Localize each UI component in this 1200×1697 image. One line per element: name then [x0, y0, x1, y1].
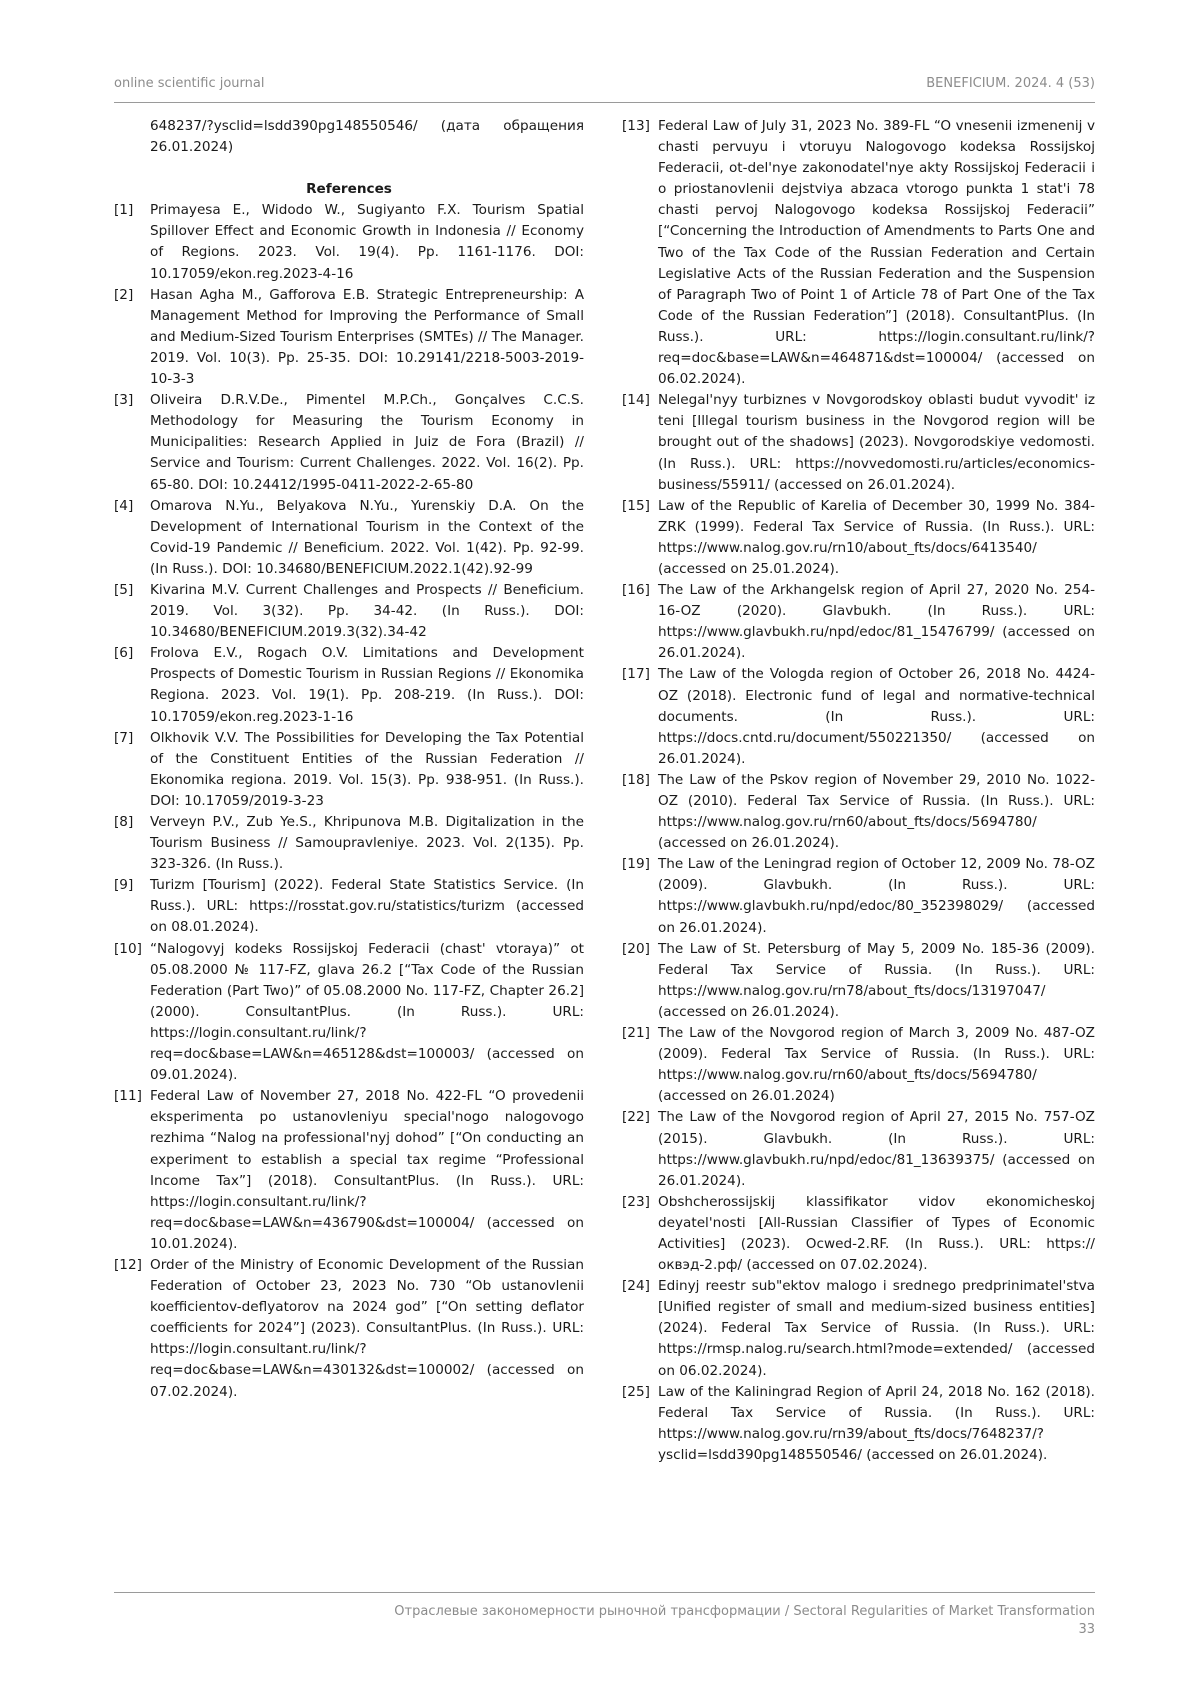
- reference-item: [114, 580, 584, 643]
- reference-item: [114, 1086, 584, 1255]
- reference-item: [622, 1382, 1095, 1466]
- reference-text: Edinyj reestr sub"ektov malogo i srednego predprinimatel'stva [Unified register of small and medium-sized business entities] (2024). Federal Tax Service of Russia. (In Russ.). URL: https://rmsp.nalog.ru/search.html?mode=extended/ (accessed on 06.02.2024).: [658, 1276, 1095, 1381]
- reference-number: [9]: [114, 875, 150, 896]
- right-column: [622, 116, 1095, 1466]
- reference-number: [21]: [622, 1023, 658, 1044]
- reference-number: [14]: [622, 390, 658, 411]
- reference-text: Obshcherossijskij klassifikator vidov ekonomicheskoj deyatel'nosti [All-Russian Classifier of Types of Economic Activities] (2023). Ocwed-2.RF. (In Russ.). URL: https://оквэд-2.рф/ (accessed on 07.02.2024).: [658, 1192, 1095, 1276]
- reference-item: [622, 496, 1095, 580]
- reference-number: [5]: [114, 580, 150, 601]
- reference-text: Federal Law of November 27, 2018 No. 422-FL “O provedenii eksperimenta po ustanovleniyu special'nogo nalogovogo rezhima “Nalog na professional'nyj dohod” [“On conducting an experiment to establish a special tax regime “Professional Income Tax”] (2018). ConsultantPlus. (In Russ.). URL: https://login.consultant.ru/link/?req=doc&base=LAW&n=436790&dst=100004/ (accessed on 10.01.2024).: [150, 1086, 584, 1255]
- reference-text: “Nalogovyj kodeks Rossijskoj Federacii (chast' vtoraya)” ot 05.08.2000 № 117-FZ, glava 26.2 [“Tax Code of the Russian Federation (Part Two)” of 05.08.2000 No. 117-FZ, Chapter 26.2] (2000). ConsultantPlus. (In Russ.). URL: https://login.consultant.ru/link/?req=doc&base=LAW&n=465128&dst=100003/ (accessed on 09.01.2024).: [150, 939, 584, 1087]
- reference-item: [114, 643, 584, 727]
- left-column: [114, 116, 584, 1403]
- reference-item: [114, 285, 584, 390]
- reference-text: Turizm [Tourism] (2022). Federal State Statistics Service. (In Russ.). URL: https://rosstat.gov.ru/statistics/turizm (accessed on 08.01.2024).: [150, 875, 584, 938]
- reference-number: [22]: [622, 1107, 658, 1128]
- reference-item: [622, 1023, 1095, 1107]
- reference-number: [25]: [622, 1382, 658, 1403]
- reference-number: [13]: [622, 116, 658, 137]
- reference-item: [622, 1107, 1095, 1191]
- reference-number: [1]: [114, 200, 150, 221]
- reference-number: [10]: [114, 939, 150, 960]
- reference-number: [3]: [114, 390, 150, 411]
- reference-number: [15]: [622, 496, 658, 517]
- references-list-right: [622, 116, 1095, 1466]
- reference-text: Federal Law of July 31, 2023 No. 389-FL “O vnesenii izmenenij v chasti pervuyu i vtoruyu Nalogovogo kodeksa Rossijskoj Federacii, ot-del'nye zakonodatel'nye akty Rossijskoj Federacii i o priostanovlenii dejstviya abzaca vtorogo punkta 1 stat'i 78 chasti pervoj Nalogovogo kodeksa Rossijskoj Federacii” [“Concerning the Introduction of Amendments to Parts One and Two of the Tax Code of the Russian Federation and Certain Legislative Acts of the Russian Federation and the Suspension of Paragraph Two of Point 1 of Article 78 of Part One of the Tax Code of the Russian Federation”] (2018). ConsultantPlus. (In Russ.). URL: https://login.consultant.ru/link/?req=doc&base=LAW&n=464871&dst=100004/ (accessed on 06.02.2024).: [658, 116, 1095, 390]
- reference-text: Law of the Kaliningrad Region of April 24, 2018 No. 162 (2018). Federal Tax Service of Russia. (In Russ.). URL: https://www.nalog.gov.ru/rn39/about_fts/docs/7648237/?ysclid=lsdd390pg148550546/ (accessed on 26.01.2024).: [658, 1382, 1095, 1466]
- reference-number: [7]: [114, 728, 150, 749]
- reference-item: [114, 812, 584, 875]
- page-footer: [114, 1592, 1095, 1639]
- reference-text: The Law of the Novgorod region of March 3, 2009 No. 487-OZ (2009). Federal Tax Service of Russia. (In Russ.). URL: https://www.nalog.gov.ru/rn60/about_fts/docs/5694780/ (accessed on 26.01.2024): [658, 1023, 1095, 1107]
- reference-number: [11]: [114, 1086, 150, 1107]
- reference-text: The Law of the Pskov region of November 29, 2010 No. 1022-OZ (2010). Federal Tax Service of Russia. (In Russ.). URL: https://www.nalog.gov.ru/rn60/about_fts/docs/5694780/ (accessed on 26.01.2024).: [658, 770, 1095, 854]
- reference-item: [622, 1192, 1095, 1276]
- reference-text: Omarova N.Yu., Belyakova N.Yu., Yurenskiy D.A. On the Development of International Tourism in the Context of the Covid-19 Pandemic // Beneficium. 2022. Vol. 1(42). Pp. 92-99. (In Russ.). DOI: 10.34680/BENEFICIUM.2022.1(42).92-99: [150, 496, 584, 580]
- references-list-left: [114, 200, 584, 1402]
- references-heading: References: [114, 179, 584, 200]
- reference-number: [24]: [622, 1276, 658, 1297]
- reference-text: Kivarina M.V. Current Challenges and Prospects // Beneficium. 2019. Vol. 3(32). Pp. 34-42. (In Russ.). DOI: 10.34680/BENEFICIUM.2019.3(32).34-42: [150, 580, 584, 643]
- reference-number: [2]: [114, 285, 150, 306]
- reference-text: The Law of St. Petersburg of May 5, 2009 No. 185-36 (2009). Federal Tax Service of Russia. (In Russ.). URL: https://www.nalog.gov.ru/rn78/about_fts/docs/13197047/ (accessed on 26.01.2024).: [658, 939, 1095, 1023]
- reference-item: [622, 1276, 1095, 1381]
- section-title: Отраслевые закономерности рыночной трансформации / Sectoral Regularities of Market Transformation: [114, 1603, 1095, 1621]
- reference-item: [114, 939, 584, 1087]
- page-header: [114, 76, 1095, 103]
- reference-item: [114, 496, 584, 580]
- reference-text: Olkhovik V.V. The Possibilities for Developing the Tax Potential of the Constituent Entities of the Russian Federation // Ekonomika regiona. 2019. Vol. 15(3). Pp. 938-951. (In Russ.). DOI: 10.17059/2019-3-23: [150, 728, 584, 812]
- page-number: 33: [114, 1621, 1095, 1639]
- previous-reference-continuation: 648237/?ysclid=lsdd390pg148550546/ (дата обращения 26.01.2024): [114, 116, 584, 158]
- reference-item: [114, 875, 584, 938]
- reference-number: [18]: [622, 770, 658, 791]
- reference-item: [114, 200, 584, 284]
- reference-text: Verveyn P.V., Zub Ye.S., Khripunova M.B. Digitalization in the Tourism Business // Samoupravleniye. 2023. Vol. 2(135). Pp. 323-326. (In Russ.).: [150, 812, 584, 875]
- reference-number: [16]: [622, 580, 658, 601]
- reference-text: The Law of the Leningrad region of October 12, 2009 No. 78-OZ (2009). Glavbukh. (In Russ.). URL: https://www.glavbukh.ru/npd/edoc/80_352398029/ (accessed on 26.01.2024).: [658, 854, 1095, 938]
- reference-item: [114, 728, 584, 812]
- reference-number: [23]: [622, 1192, 658, 1213]
- reference-text: Nelegal'nyy turbiznes v Novgorodskoy oblasti budut vyvodit' iz teni [Illegal tourism business in the Novgorod region will be brought out of the shadows] (2023). Novgorodskiye vedomosti. (In Russ.). URL: https://novvedomosti.ru/articles/economics-business/55911/ (accessed on 26.01.2024).: [658, 390, 1095, 495]
- journal-issue: BENEFICIUM. 2024. 4 (53): [926, 76, 1095, 91]
- reference-number: [12]: [114, 1255, 150, 1276]
- reference-item: [622, 854, 1095, 938]
- reference-text: Oliveira D.R.V.De., Pimentel M.P.Ch., Gonçalves C.C.S. Methodology for Measuring the Tourism Economy in Municipalities: Research Applied in Juiz de Fora (Brazil) // Service and Tourism: Current Challenges. 2022. Vol. 16(2). Pp. 65-80. DOI: 10.24412/1995-0411-2022-2-65-80: [150, 390, 584, 495]
- reference-number: [4]: [114, 496, 150, 517]
- reference-item: [622, 580, 1095, 664]
- reference-text: Frolova E.V., Rogach O.V. Limitations and Development Prospects of Domestic Tourism in Russian Regions // Ekonomika Regiona. 2023. Vol. 19(1). Pp. 208-219. (In Russ.). DOI: 10.17059/ekon.reg.2023-1-16: [150, 643, 584, 727]
- reference-text: Hasan Agha M., Gafforova E.B. Strategic Entrepreneurship: A Management Method for Improving the Performance of Small and Medium-Sized Tourism Enterprises (SMTEs) // The Manager. 2019. Vol. 10(3). Pp. 25-35. DOI: 10.29141/2218-5003-2019-10-3-3: [150, 285, 584, 390]
- reference-text: The Law of the Arkhangelsk region of April 27, 2020 No. 254-16-OZ (2020). Glavbukh. (In Russ.). URL: https://www.glavbukh.ru/npd/edoc/81_15476799/ (accessed on 26.01.2024).: [658, 580, 1095, 664]
- reference-number: [20]: [622, 939, 658, 960]
- reference-text: The Law of the Novgorod region of April 27, 2015 No. 757-OZ (2015). Glavbukh. (In Russ.). URL: https://www.glavbukh.ru/npd/edoc/81_13639375/ (accessed on 26.01.2024).: [658, 1107, 1095, 1191]
- reference-number: [17]: [622, 664, 658, 685]
- reference-number: [19]: [622, 854, 658, 875]
- reference-text: The Law of the Vologda region of October 26, 2018 No. 4424-OZ (2018). Electronic fund of legal and normative-technical documents. (In Russ.). URL: https://docs.cntd.ru/document/550221350/ (accessed on 26.01.2024).: [658, 664, 1095, 769]
- reference-item: [622, 390, 1095, 495]
- reference-text: Order of the Ministry of Economic Development of the Russian Federation of October 23, 2023 No. 730 “Ob ustanovlenii koefficientov-deflyatorov na 2024 god” [“On setting deflator coefficients for 2024”] (2023). ConsultantPlus. (In Russ.). URL: https://login.consultant.ru/link/?req=doc&base=LAW&n=430132&dst=100002/ (accessed on 07.02.2024).: [150, 1255, 584, 1403]
- reference-item: [622, 664, 1095, 769]
- reference-number: [6]: [114, 643, 150, 664]
- reference-number: [8]: [114, 812, 150, 833]
- reference-text: Primayesa E., Widodo W., Sugiyanto F.X. Tourism Spatial Spillover Effect and Economic Growth in Indonesia // Economy of Regions. 2023. Vol. 19(4). Pp. 1161-1176. DOI: 10.17059/ekon.reg.2023-4-16: [150, 200, 584, 284]
- reference-item: [622, 939, 1095, 1023]
- reference-item: [114, 1255, 584, 1403]
- reference-item: [622, 770, 1095, 854]
- journal-type: online scientific journal: [114, 76, 264, 91]
- reference-item: [622, 116, 1095, 390]
- reference-item: [114, 390, 584, 495]
- reference-text: Law of the Republic of Karelia of December 30, 1999 No. 384-ZRK (1999). Federal Tax Service of Russia. (In Russ.). URL: https://www.nalog.gov.ru/rn10/about_fts/docs/6413540/ (accessed on 25.01.2024).: [658, 496, 1095, 580]
